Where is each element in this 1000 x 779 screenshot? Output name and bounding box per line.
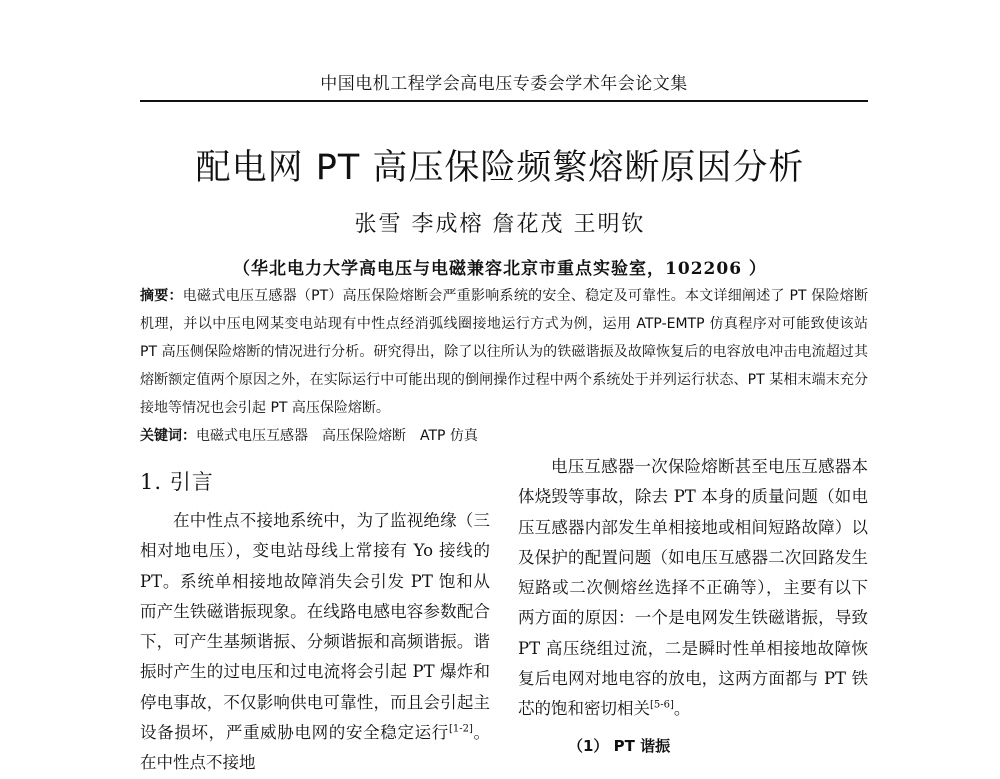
keyword-item: ATP 仿真 [420,428,478,444]
abstract [140,282,868,422]
keyword-item: 电磁式电压互感器 [196,428,308,444]
causes-paragraph-text: 电压互感器一次保险熔断甚至电压互感器本体烧毁等事故，除去 PT 本身的质量问题（如电压互感器内部发生单相接地或相间短路故障）以及保护的配置问题（如电压互感器二次回路发生短路或二次侧熔丝选择不正确等），主要有以下两方面的原因：一个是电网发生铁磁谐振，导致 PT 高压绕组过流，二是瞬时性单相接地故障恢复后电网对地电容的放电，这两方面都与 PT 铁芯的饱和密切相关 [518,457,868,719]
abstract-label: 摘要： [140,288,183,304]
keyword-item: 高压保险熔断 [322,428,406,444]
paper-title: 配电网 PT 高压保险频繁熔断原因分析 [195,148,805,188]
running-header [140,70,868,102]
abstract-text: 电磁式电压互感器（PT）高压保险熔断会严重影响系统的安全、稳定及可靠性。本文详细阐述了 PT 保险熔断机理，并以中压电网某变电站现有中性点经消弧线圈接地运行方式为例，运用 ATP-EMTP 仿真程序对可能致使该站 PT 高压侧保险熔断的情况进行分析。研究得出，除了以往所认为的铁磁谐振及故障恢复后的电容放电冲击电流超过其熔断额定值两个原因之外，在实际运行中可能出现的倒闸操作过程中两个系统处于并列运行状态、PT 某相末端末充分接地等情况也会引起 PT 高压保险熔断。 [140,288,869,416]
citation-ref: [5-6] [650,699,674,711]
keywords [140,422,868,450]
intro-paragraph-text: 在中性点不接地系统中，为了监视绝缘（三相对地电压），变电站母线上常接有 Yo 接线的 PT。系统单相接地故障消失会引发 PT 饱和从而产生铁磁谐振现象。在线路电感电容参数配合下，可产生基频谐振、分频谐振和高频谐振。谐振时产生的过电压和过电流将会引起 PT 爆炸和停电事故，不仅影响供电可靠性，而且会引起主设备损坏，严重威胁电网的安全稳定运行 [140,511,490,743]
keywords-label: 关键词： [140,428,196,444]
body-column-left [140,506,490,779]
running-title: 中国电机工程学会高电压专委会学术年会论文集 [320,74,688,94]
subsection-heading-pt-resonance: （1） PT 谐振 [568,737,671,755]
section-heading-introduction: 1. 引言 [140,470,214,494]
paper-affiliation: （华北电力大学高电压与电磁兼容北京市重点实验室，102206 ） [233,259,767,279]
causes-paragraph-tail: 。 [673,699,691,719]
citation-ref: [1-2] [448,723,473,735]
body-column-right [518,452,868,725]
paper-authors: 张雪 李成榕 詹花茂 王明钦 [354,212,646,237]
intro-paragraph-tail: 。在中性点不接地 [140,723,491,773]
